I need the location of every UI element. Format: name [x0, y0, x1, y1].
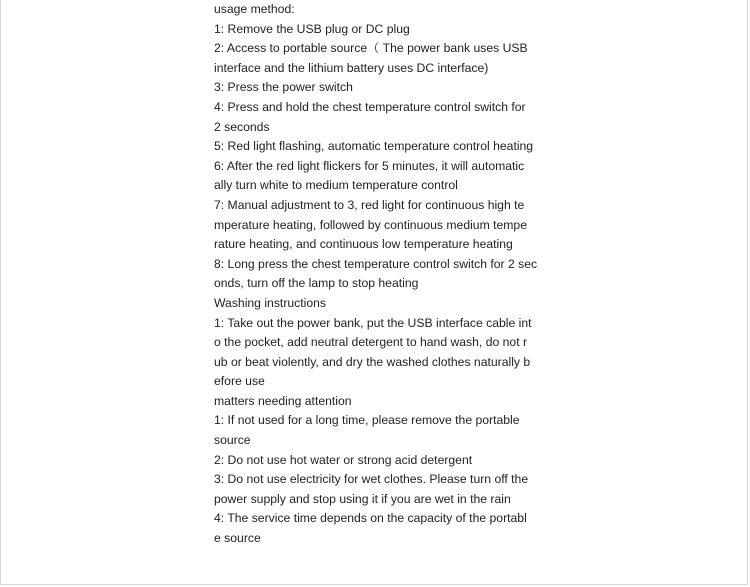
text-line: 1: Remove the USB plug or DC plug [214, 21, 410, 36]
text-line: interface and the lithium battery uses DC interface) [214, 60, 489, 75]
text-line: power supply and stop using it if you are wet in the rain [214, 491, 511, 506]
text-line: mperature heating, followed by continuous medium tempe [214, 217, 527, 232]
text-line: efore use [214, 374, 265, 389]
text-line: 4: The service time depends on the capacity of the portabl [214, 511, 527, 526]
washing-instructions-heading: Washing instructions [214, 295, 326, 310]
attention-heading: matters needing attention [214, 393, 352, 408]
text-line: 3: Press the power switch [214, 80, 353, 95]
text-line: 3: Do not use electricity for wet clothes. Please turn off the [214, 472, 529, 487]
text-line: 6: After the red light flickers for 5 minutes, it will automatic [214, 158, 525, 173]
text-line: o the pocket, add neutral detergent to hand wash, do not r [214, 335, 528, 350]
text-line: 7: Manual adjustment to 3, red light for continuous high te [214, 197, 525, 212]
text-line: 5: Red light flashing, automatic temperature control heating [214, 139, 534, 154]
text-line: 4: Press and hold the chest temperature control switch for [214, 99, 526, 114]
text-line: 2: Do not use hot water or strong acid detergent [214, 452, 473, 467]
text-line: 2: Access to portable source（ The power bank uses USB [214, 41, 528, 56]
text-line: ub or beat violently, and dry the washed clothes naturally b [214, 354, 531, 369]
text-line: 1: Take out the power bank, put the USB interface cable int [214, 315, 532, 330]
text-line: source [214, 433, 251, 448]
text-line: ally turn white to medium temperature control [214, 178, 458, 193]
text-line: 8: Long press the chest temperature control switch for 2 sec [214, 256, 538, 271]
text-line: onds, turn off the lamp to stop heating [214, 276, 419, 291]
text-line: e source [214, 531, 261, 546]
text-line: rature heating, and continuous low temperature heating [214, 237, 513, 252]
text-line: 1: If not used for a long time, please remove the portable [214, 413, 520, 428]
text-line: 2 seconds [214, 119, 270, 134]
usage-method-heading: usage method: [214, 2, 295, 16]
instruction-text-block [214, 0, 544, 549]
